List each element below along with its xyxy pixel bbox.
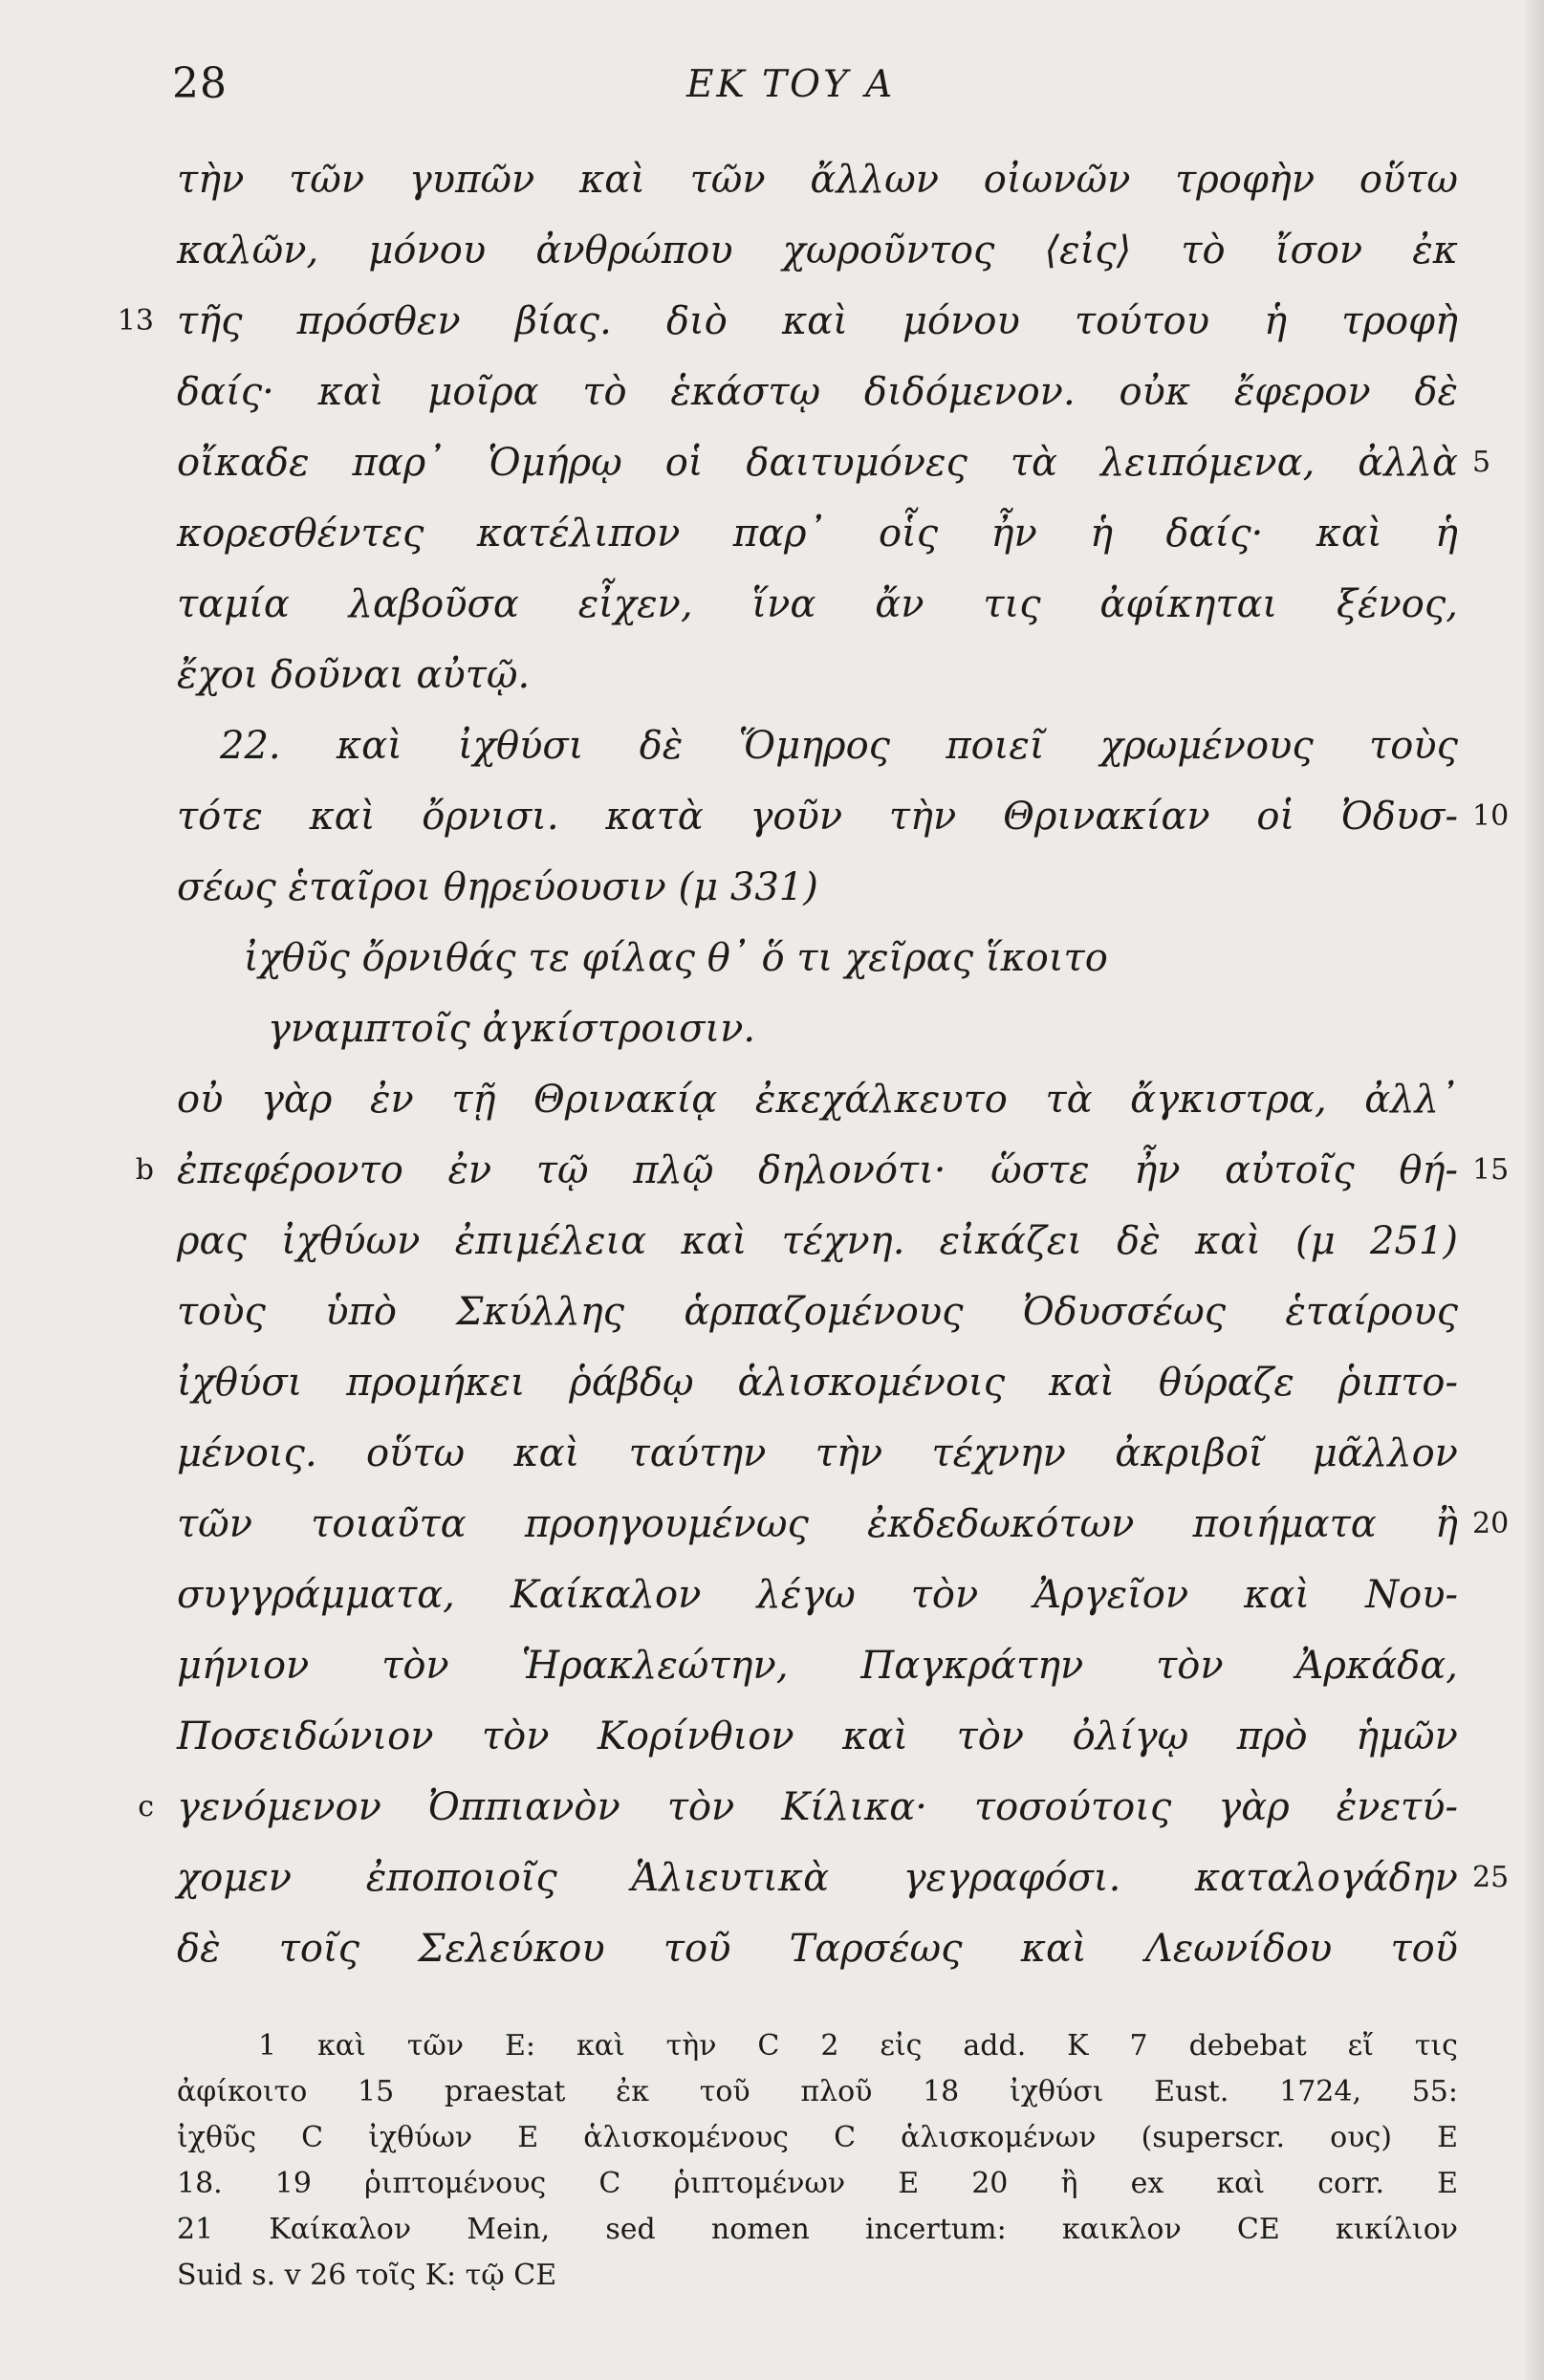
line-marker: 13 bbox=[117, 304, 154, 338]
text-line bbox=[0, 1843, 1544, 1913]
text-line bbox=[0, 1913, 1544, 1984]
text-line bbox=[0, 427, 1544, 498]
text-line bbox=[0, 1701, 1544, 1772]
line-text: οἴκαδε παρ᾽ Ὁμήρῳ οἱ δαιτυμόνες τὰ λειπόμενα, ἀλλὰ bbox=[177, 441, 1458, 485]
text-line bbox=[0, 923, 1544, 993]
line-text: δαίς· καὶ μοῖρα τὸ ἑκάστῳ διδόμενον. οὐκ ἔφερον δὲ bbox=[177, 370, 1458, 414]
apparatus-line bbox=[0, 2115, 1544, 2161]
text-line bbox=[0, 144, 1544, 215]
line-text: κορεσθέντες κατέλιπον παρ᾽ οἷς ἦν ἡ δαίς· καὶ ἡ bbox=[177, 512, 1458, 556]
line-number: 5 bbox=[1472, 446, 1491, 479]
apparatus-line bbox=[0, 2069, 1544, 2115]
line-text: ἐπεφέροντο ἐν τῷ πλῷ δηλονότι· ὥστε ἦν αὐτοῖς θή- bbox=[177, 1148, 1458, 1192]
text-line bbox=[0, 710, 1544, 781]
page-number: 28 bbox=[172, 59, 228, 108]
apparatus-line bbox=[0, 2023, 1544, 2069]
line-text: ἰχθύσι προμήκει ῥάβδῳ ἁλισκομένοις καὶ θύραζε ῥιπτο- bbox=[177, 1361, 1458, 1405]
text-line bbox=[0, 640, 1544, 710]
text-line bbox=[0, 357, 1544, 427]
text-line bbox=[0, 1277, 1544, 1347]
apparatus-text: ἀφίκοιτο 15 praestat ἐκ τοῦ πλοῦ 18 ἰχθύσι Eust. 1724, 55: bbox=[177, 2075, 1458, 2108]
text-line bbox=[0, 1489, 1544, 1560]
apparatus-line bbox=[0, 2161, 1544, 2207]
line-number: 25 bbox=[1472, 1861, 1510, 1894]
text-line bbox=[0, 1630, 1544, 1701]
line-number: 20 bbox=[1472, 1507, 1510, 1540]
section-start-line: 22. καὶ ἰχθύσι δὲ Ὅμηρος ποιεῖ χρωμένους τοὺς bbox=[220, 724, 1458, 768]
line-marker: b bbox=[135, 1153, 154, 1187]
line-text: τότε καὶ ὄρνισι. κατὰ γοῦν τὴν Θρινακίαν οἱ Ὀδυσ- bbox=[177, 795, 1458, 839]
line-text: ρας ἰχθύων ἐπιμέλεια καὶ τέχνη. εἰκάζει δὲ καὶ (μ 251) bbox=[177, 1219, 1458, 1263]
running-head: ΕΚ ΤΟΥ Α bbox=[686, 63, 896, 106]
text-line bbox=[0, 1347, 1544, 1418]
line-text: μήνιον τὸν Ἡρακλεώτην, Παγκράτην τὸν Ἀρκάδα, bbox=[177, 1644, 1458, 1688]
line-text: τῆς πρόσθεν βίας. διὸ καὶ μόνου τούτου ἡ τροφὴ bbox=[177, 299, 1458, 343]
apparatus-text: ἰχθῦς C ἰχθύων E ἁλισκομένους C ἁλισκομένων (superscr. ους) E bbox=[177, 2121, 1458, 2154]
line-number: 10 bbox=[1472, 799, 1510, 833]
verse-line: ἰχθῦς ὄρνιθάς τε φίλας θ᾽ ὅ τι χεῖρας ἵκοιτο bbox=[244, 936, 1108, 980]
line-text: οὐ γὰρ ἐν τῇ Θρινακίᾳ ἐκεχάλκευτο τὰ ἄγκιστρα, ἀλλ᾽ bbox=[177, 1078, 1458, 1122]
line-text: τοὺς ὑπὸ Σκύλλης ἁρπαζομένους Ὀδυσσέως ἑταίρους bbox=[177, 1290, 1458, 1334]
line-text: ἔχοι δοῦναι αὐτῷ. bbox=[177, 653, 531, 697]
line-text: καλῶν, μόνου ἀνθρώπου χωροῦντος ⟨εἰς⟩ τὸ ἴσον ἐκ bbox=[177, 229, 1458, 273]
line-marker: c bbox=[138, 1790, 154, 1823]
text-line bbox=[0, 1560, 1544, 1630]
line-text: χομεν ἐποποιοῖς Ἁλιευτικὰ γεγραφόσι. καταλογάδην bbox=[177, 1856, 1458, 1900]
text-line bbox=[0, 569, 1544, 640]
text-line bbox=[0, 286, 1544, 357]
text-line bbox=[0, 498, 1544, 569]
line-number: 15 bbox=[1472, 1153, 1510, 1187]
line-text: συγγράμματα, Καίκαλον λέγω τὸν Ἀργεῖον καὶ Νου- bbox=[177, 1573, 1458, 1617]
verse-line: γναμπτοῖς ἀγκίστροισιν. bbox=[268, 1007, 756, 1051]
apparatus-line bbox=[0, 2253, 1544, 2299]
line-text: σέως ἑταῖροι θηρεύουσιν (μ 331) bbox=[177, 865, 818, 909]
line-text: γενόμενον Ὀππιανὸν τὸν Κίλικα· τοσούτοις γὰρ ἐνετύ- bbox=[177, 1785, 1458, 1829]
apparatus-text: 1 καὶ τῶν E: καὶ τὴν C 2 εἰς add. K 7 debebat εἴ τις bbox=[258, 2029, 1458, 2063]
line-text: τὴν τῶν γυπῶν καὶ τῶν ἄλλων οἰωνῶν τροφὴν οὕτω bbox=[177, 158, 1458, 202]
line-text: ταμία λαβοῦσα εἶχεν, ἵνα ἄν τις ἀφίκηται ξένος, bbox=[177, 582, 1458, 626]
text-line bbox=[0, 781, 1544, 852]
apparatus-text: Suid s. v 26 τοῖς K: τῷ CE bbox=[177, 2259, 557, 2292]
text-line bbox=[0, 215, 1544, 286]
text-line bbox=[0, 1418, 1544, 1489]
text-line bbox=[0, 1064, 1544, 1135]
text-line bbox=[0, 1135, 1544, 1206]
text-line bbox=[0, 993, 1544, 1064]
text-line bbox=[0, 1772, 1544, 1843]
apparatus-text: 18. 19 ῥιπτομένους C ῥιπτομένων E 20 ἢ ex καὶ corr. E bbox=[177, 2167, 1458, 2200]
line-text: μένοις. οὕτω καὶ ταύτην τὴν τέχνην ἀκριβοῖ μᾶλλον bbox=[177, 1431, 1458, 1475]
line-text: τῶν τοιαῦτα προηγουμένως ἐκδεδωκότων ποιήματα ἢ bbox=[177, 1502, 1458, 1546]
line-text: δὲ τοῖς Σελεύκου τοῦ Ταρσέως καὶ Λεωνίδου τοῦ bbox=[177, 1927, 1458, 1971]
text-line bbox=[0, 1206, 1544, 1277]
line-text: Ποσειδώνιον τὸν Κορίνθιον καὶ τὸν ὀλίγῳ πρὸ ἡμῶν bbox=[177, 1714, 1458, 1758]
apparatus-line bbox=[0, 2207, 1544, 2253]
apparatus-text: 21 Καίκαλον Mein, sed nomen incertum: καικλον CE κικίλιον bbox=[177, 2213, 1458, 2246]
page-header bbox=[172, 59, 1453, 117]
text-line bbox=[0, 852, 1544, 923]
